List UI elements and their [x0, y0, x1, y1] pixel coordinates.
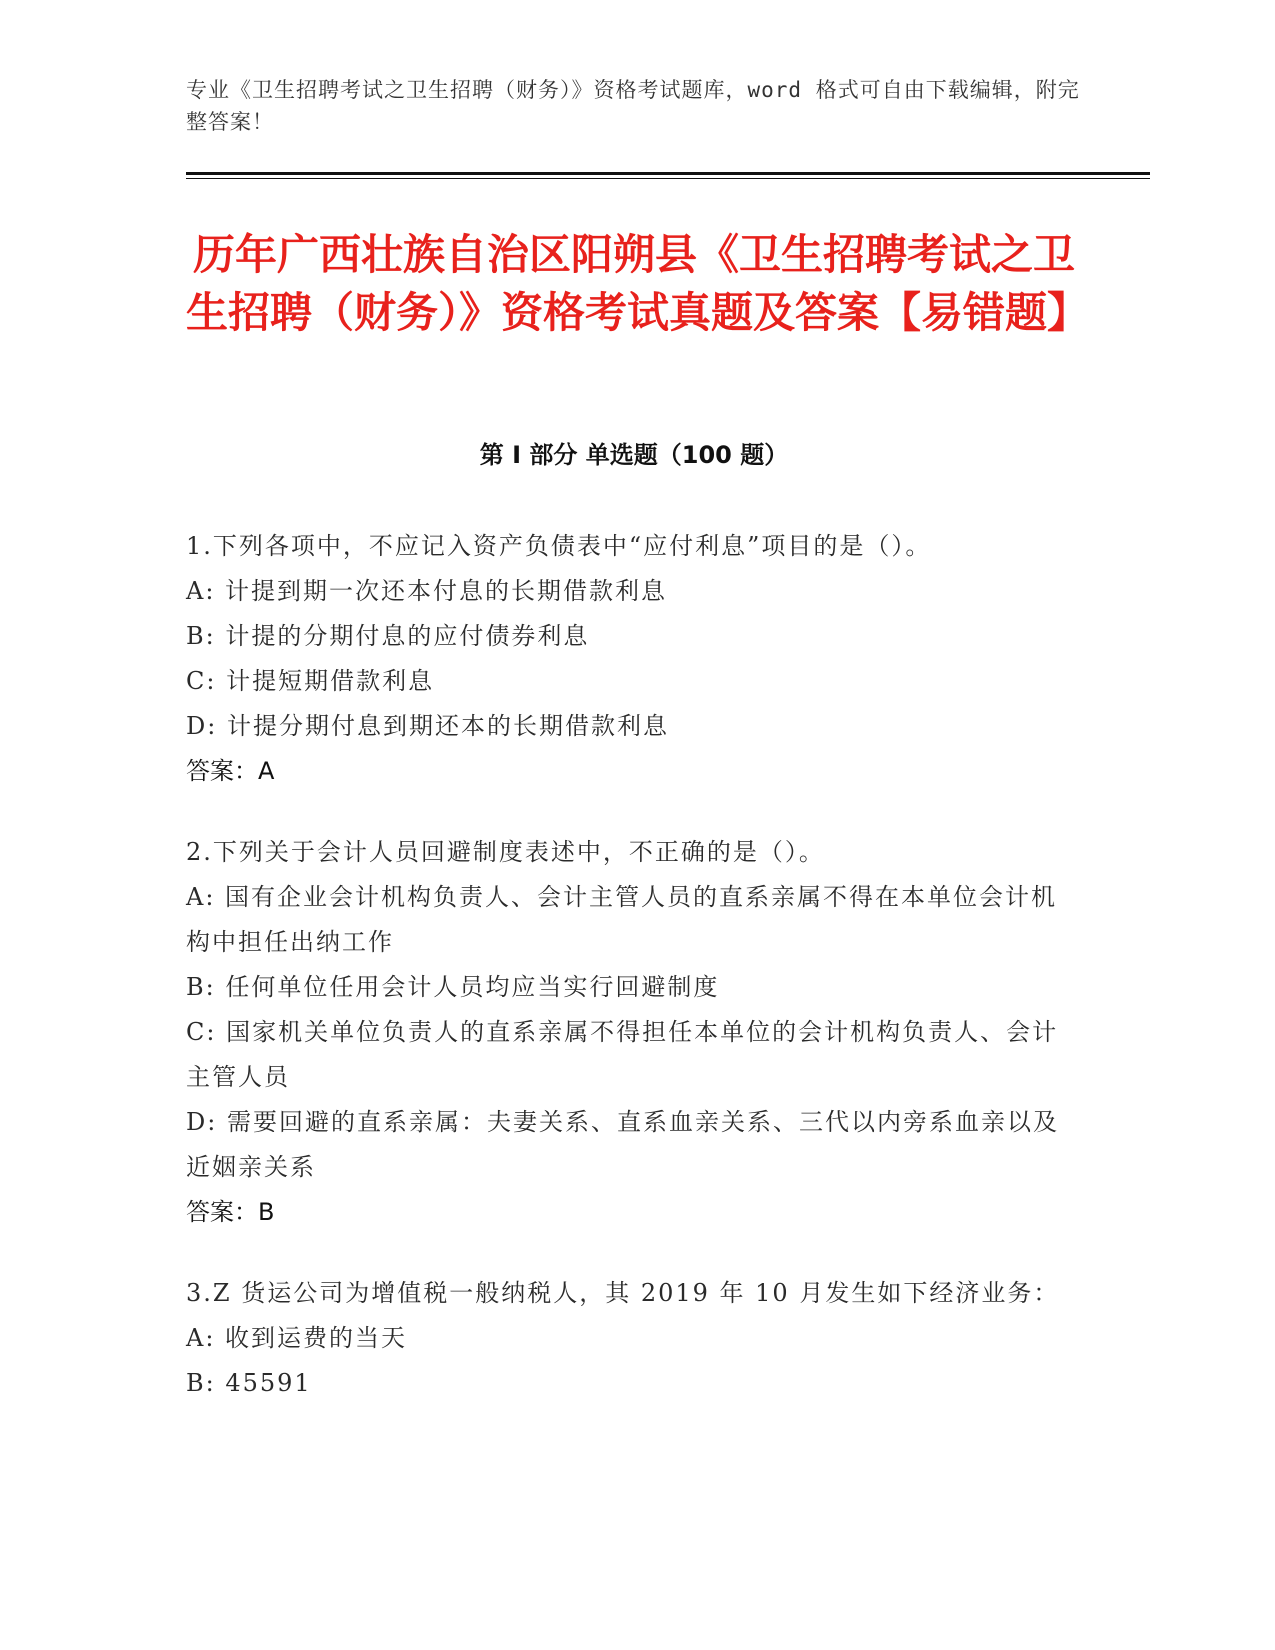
question-2 — [186, 830, 1076, 1235]
option-c: C: 计提短期借款利息 — [186, 667, 435, 695]
header-divider-thin — [186, 178, 1150, 179]
option-a: A: 收到运费的当天 — [186, 1324, 408, 1352]
question-stem: 2.下列关于会计人员回避制度表述中，不正确的是（）。 — [186, 838, 825, 866]
option-d: D: 计提分期付息到期还本的长期借款利息 — [186, 712, 669, 740]
option-d: D: 需要回避的直系亲属：夫妻关系、直系血亲关系、三代以内旁系血亲以及近姻亲关系 — [186, 1108, 1059, 1181]
answer-line: 答案：A — [186, 757, 275, 785]
header-divider-thick — [186, 172, 1150, 175]
question-list — [186, 524, 1076, 1442]
question-stem: 1.下列各项中，不应记入资产负债表中“应付利息”项目的是（）。 — [186, 532, 932, 560]
option-b: B: 45591 — [186, 1369, 312, 1397]
header-note: 专业《卫生招聘考试之卫生招聘（财务）》资格考试题库，word 格式可自由下载编辑，附完整答案！ — [186, 78, 1080, 134]
question-3 — [186, 1271, 1076, 1406]
option-b: B: 任何单位任用会计人员均应当实行回避制度 — [186, 973, 720, 1001]
option-a: A: 计提到期一次还本付息的长期借款利息 — [186, 577, 668, 605]
question-1 — [186, 524, 1076, 794]
document-title: 历年广西壮族自治区阳朔县《卫生招聘考试之卫生招聘（财务）》资格考试真题及答案【易错题】 — [186, 230, 1090, 337]
option-a: A: 国有企业会计机构负责人、会计主管人员的直系亲属不得在本单位会计机构中担任出纳工作 — [186, 883, 1058, 956]
option-b: B: 计提的分期付息的应付债券利息 — [186, 622, 590, 650]
section-title: 第 I 部分 单选题（100 题） — [479, 441, 789, 469]
answer-line: 答案：B — [186, 1198, 275, 1226]
option-c: C: 国家机关单位负责人的直系亲属不得担任本单位的会计机构负责人、会计主管人员 — [186, 1018, 1059, 1091]
question-stem: 3.Z 货运公司为增值税一般纳税人，其 2019 年 10 月发生如下经济业务： — [186, 1279, 1060, 1307]
